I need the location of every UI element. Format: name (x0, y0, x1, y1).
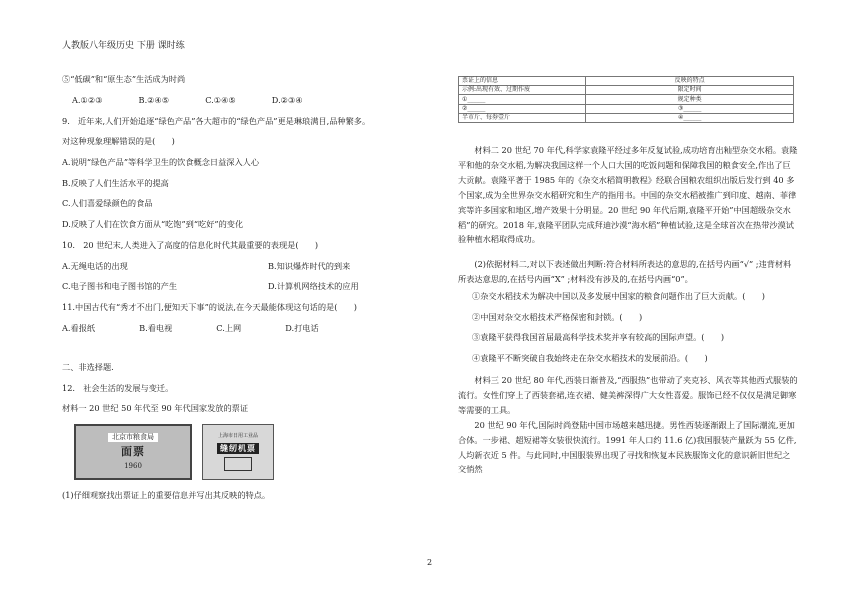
q11-options (62, 323, 422, 334)
q12-stem: 12. 社会生活的发展与变迁。 (62, 382, 174, 393)
q12-part-1: (1)仔细观察找出票证上的重要信息并写出其反映的特点。 (62, 489, 271, 500)
statement-3: ③袁隆平获得我国首届最高科学技术奖并享有较高的国际声望。( ) (472, 332, 725, 343)
q9-option-d: D.反映了人们在饮食方面从“吃饱”到“吃好”的变化 (62, 219, 244, 230)
q8-options (72, 95, 422, 106)
q9-option-b: B.反映了人们生活水平的提高 (62, 177, 169, 188)
q10-options-row2 (62, 281, 422, 292)
statement-1: ①杂交水稻技术为解决中国以及多发展中国家的粮食问题作出了巨大贡献。( ) (472, 291, 765, 302)
section-2-title: 二、非选择题. (62, 361, 114, 372)
q11-option-a: A.看报纸 (62, 322, 96, 333)
q10-option-c: C.电子图书和电子图书馆的产生 (62, 281, 178, 292)
table-cell: ①______ (459, 95, 586, 104)
material-3: 材料三 20 世纪 80 年代,西装日渐普及,“西服热”也带动了夹克衫、风衣等其他西式服装的流行。女性们穿上了西装套裙,连衣裙、健美裤深得广大女性喜爱。服饰已经不仅仅是满足御寒等需要的工具。 (458, 374, 798, 415)
q10-option-b: B.知识爆炸时代的到来 (268, 260, 351, 271)
material-3-continued: 20 世纪 90 年代,国际时尚登陆中国市场越来越迅捷。男性西装逐渐跟上了国际潮流,更加合体。一步裙、超短裙等女装很快流行。1991 年人口约 11.6 亿)我国服装产量跃为 55 亿件,人均新衣近 5 件。与此同时,中国服装界出现了寻找和恢复本民族服饰文化的意识新旧世纪之交悄然 (458, 419, 797, 475)
material-1: 材料一 20 世纪 50 年代至 90 年代国家发放的票证 (62, 403, 249, 414)
table-cell: 半市斤、每券壹斤 (459, 113, 586, 122)
answer-table (458, 76, 794, 123)
q11-stem: 11.中国古代有“秀才不出门,便知天下事”的说法,在今天最能体现这句话的是( ) (62, 302, 357, 313)
ticket-a-name: 面票 (121, 445, 145, 459)
table-row (459, 113, 794, 122)
q10-option-a: A.无绳电话的出现 (62, 260, 128, 271)
table-cell: 规定种类 (586, 95, 794, 104)
q9-stem-2: 对这种现象理解错误的是( ) (62, 136, 175, 147)
table-row (459, 95, 794, 104)
q10-stem: 10. 20 世纪末,人类进入了高度的信息化时代其最重要的表现是( ) (62, 239, 319, 250)
sewing-machine-icon (224, 457, 252, 471)
page-header: 人教版八年级历史 下册 课时练 (62, 41, 185, 51)
item-5: ⑤“低碳”和“原生态”生活成为时尚 (62, 74, 186, 84)
option-d: D.②③④ (271, 94, 303, 105)
ticket-images (74, 424, 422, 480)
option-c: C.①④⑤ (205, 94, 236, 105)
table-cell: ②______ (459, 104, 586, 113)
q9-stem: 9. 近年来,人们开始追逐“绿色产品”各大超市的“绿色产品”更是琳琅满目,品种繁多。 (62, 115, 371, 126)
ticket-a-issuer: 北京市粮食局 (108, 433, 158, 442)
q11-option-c: C.上网 (216, 322, 242, 333)
material-2: 材料二 20 世纪 70 年代,科学家袁隆平经过多年反复试验,成功培育出籼型杂交水稻。袁隆平和他的杂交水稻,为解决我国这样一个人口大国的吃饭问题和保障我国的粮食安全,作出了巨大贡献。袁隆平著于 1985 年的《杂交水稻简明教程》经联合国粮农组织出版后发行到 40 多个国家,成为全世界杂交水稻研究和生产的指用书。中国的杂交水稻被推广到印度、越南、菲律宾等许多国家和地区,增产效果十分明显。20 世纪 90 年代后期,袁隆平开始”中国超级杂交水稻”的研究。2018 年,袁隆平团队完成拜迪沙漠“海水稻”种植试验,这是全球首次在热带沙漠试验种植水稻取得成功。 (458, 144, 798, 245)
grain-ticket-image (74, 424, 192, 480)
q9-option-a: A.说明“绿色产品”等科学卫生的饮食概念日益深入人心 (62, 156, 260, 167)
statement-4: ④袁隆平不断突破自我始终走在杂交水稻技术的发展前沿。( ) (472, 352, 708, 363)
table-row (459, 86, 794, 95)
table-header-row (459, 77, 794, 86)
q9-option-c: C.人们喜爱绿颜色的食品 (62, 198, 153, 209)
q12-part-2: (2)依据材料二,对以下表述做出判断:符合材料所表达的意思的,在括号内画“√” ;违背材料所表达意思的,在括号内画“X” ;材料没有涉及的,在括号内画“0”。 (458, 259, 792, 285)
sewing-machine-ticket-image (202, 424, 274, 480)
ticket-a-year: 1960 (124, 461, 142, 470)
page-number: 2 (427, 558, 433, 567)
table-header-cell: 票证上的信息 (459, 77, 586, 86)
q11-option-b: B.看电视 (139, 322, 173, 333)
table-cell: 示例:出现有效、过期作废 (459, 86, 586, 95)
ticket-b-issuer: 上海市日用工业品 (217, 433, 258, 440)
table-row (459, 104, 794, 113)
table-cell: ③______ (586, 104, 794, 113)
left-column (62, 74, 422, 511)
ticket-b-name: 缝纫机票 (217, 443, 259, 454)
option-b: B.②④⑤ (138, 94, 170, 105)
q10-options-row1 (62, 261, 422, 272)
right-column (458, 76, 798, 477)
table-header-cell: 反映的特点 (586, 77, 794, 86)
q11-option-d: D.打电话 (285, 322, 319, 333)
option-a: A.①②③ (72, 94, 103, 105)
table-cell: ④______ (586, 113, 794, 122)
statement-2: ②中国对杂交水稻技术严格保密和封锁。( ) (472, 311, 643, 322)
q10-option-d: D.计算机网络技术的应用 (268, 281, 359, 292)
table-cell: 限定时间 (586, 86, 794, 95)
